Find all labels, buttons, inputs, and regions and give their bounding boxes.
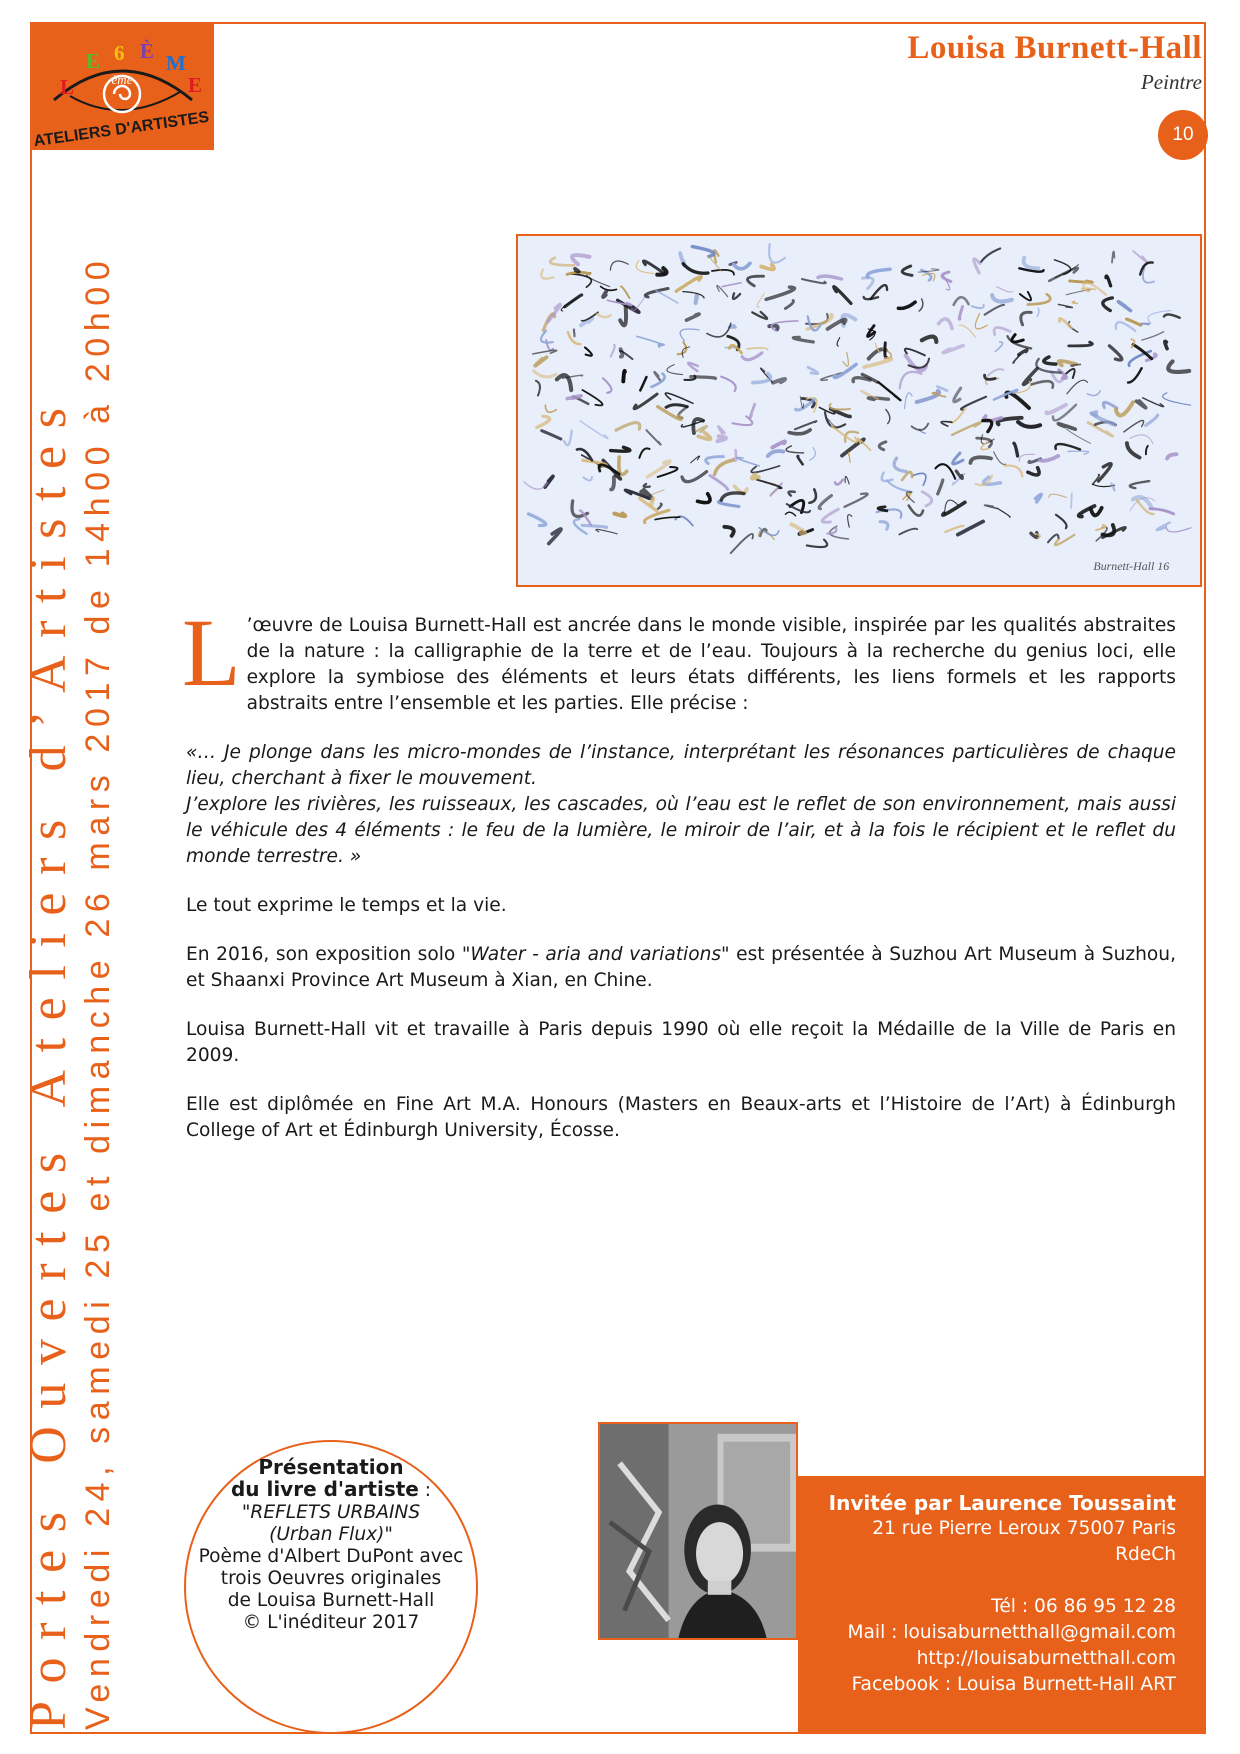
brush-stroke <box>1142 324 1150 325</box>
brush-stroke <box>623 371 625 382</box>
exhibition-paragraph <box>186 942 1176 994</box>
contact-spacer <box>808 1568 1176 1594</box>
website-link[interactable]: http://louisaburnetthall.com <box>916 1648 1176 1669</box>
intro-paragraph <box>182 599 1176 717</box>
book-line-3: de Louisa Burnett-Hall <box>227 1590 435 1611</box>
contact-box <box>798 1476 1206 1734</box>
logo-bottom-text: ATELIERS D'ARTISTES <box>32 108 211 150</box>
page-number-badge: 10 <box>1158 110 1208 160</box>
quote-line-1: «… Je plonge dans les micro-mondes de l’instance, interprétant les résonances particulières de chaque lieu, cherchant à fixer le mouvement. <box>186 742 1176 789</box>
floor: RdeCh <box>1115 1544 1176 1565</box>
logo-letter: E <box>188 73 203 97</box>
exhibition-text-after: est présentée à Suzhou Art Museum à Suzhou, et Shaanxi Province Art Museum à Xian, en Chine. <box>186 944 1176 991</box>
brush-stroke <box>651 498 654 505</box>
drop-cap: L <box>182 599 241 706</box>
logo-letter: 6 <box>114 41 125 65</box>
event-dates: Vendredi 24, samedi 25 et dimanche 26 mars 2017 de 14h00 à 20h00 <box>79 254 117 1730</box>
vertical-event-title <box>20 220 118 1730</box>
book-line-4: © L'inéditeur 2017 <box>242 1612 420 1633</box>
book-heading-2-line <box>186 1478 476 1502</box>
book-presentation <box>184 1440 478 1734</box>
article-body <box>182 599 1176 1167</box>
book-line-2: trois Oeuvres originales <box>220 1568 442 1589</box>
logo <box>30 22 214 150</box>
time-paragraph: Le tout exprime le temps et la vie. <box>186 895 507 916</box>
painting-signature: Burnett-Hall 16 <box>1093 559 1170 574</box>
book-heading-2: du livre d'artiste <box>230 1477 419 1501</box>
brush-stroke <box>614 514 625 517</box>
event-title: Portes Ouvertes Ateliers d’Artistes <box>20 390 77 1730</box>
brush-stroke <box>696 295 697 303</box>
logo-circle-text: ème <box>111 72 133 87</box>
address: 21 rue Pierre Leroux 75007 Paris <box>872 1518 1176 1539</box>
intro-text: ’œuvre de Louisa Burnett-Hall est ancrée dans le monde visible, inspirée par les qualités abstraites de la nature : la calligraphie de la terre et de l’eau. Toujours à la recherche du genius loci, elle explore la symbiose des éléments et leurs états différents, les liens formels et les rapports abstraits entre l’ensemble et les parties. Elle précise : <box>246 615 1176 714</box>
artist-role: Peintre <box>1140 70 1202 94</box>
education-paragraph: Elle est diplômée en Fine Art M.A. Honours (Masters en Beaux-arts et l’Histoire de l’Art) à Édinburgh College of Art et Édinburgh University, Écosse. <box>186 1094 1176 1141</box>
logo-letter: M <box>166 51 186 75</box>
brush-stroke <box>603 291 606 297</box>
artist-quote <box>186 740 1176 870</box>
logo-letter: E <box>86 49 101 73</box>
invited-by: Invitée par Laurence Toussaint <box>828 1491 1176 1515</box>
paris-paragraph: Louisa Burnett-Hall vit et travaille à Paris depuis 1990 où elle reçoit la Médaille de la Ville de Paris en 2009. <box>186 1019 1176 1066</box>
phone[interactable]: Tél : 06 86 95 12 28 <box>991 1596 1176 1617</box>
book-heading-1: Présentation <box>258 1455 404 1479</box>
logo-letter: L <box>60 75 75 99</box>
book-title-2: (Urban Flux)" <box>269 1524 393 1545</box>
facebook-link[interactable]: Facebook : Louisa Burnett-Hall ART <box>851 1674 1176 1695</box>
brush-stroke <box>1071 493 1072 507</box>
brush-stroke <box>574 329 575 336</box>
brush-stroke <box>1165 341 1167 348</box>
brush-stroke <box>575 269 579 272</box>
brush-stroke <box>885 343 886 358</box>
painting-image <box>516 234 1202 587</box>
logo-letter: È <box>140 39 155 63</box>
artist-portrait <box>598 1422 798 1640</box>
brush-stroke <box>691 377 716 379</box>
artist-name: Louisa Burnett-Hall <box>907 30 1202 66</box>
exhibition-title: "Water - aria and variations" <box>461 944 730 965</box>
exhibition-text-before: En 2016, son exposition solo <box>186 944 462 965</box>
book-heading-colon: : <box>418 1480 432 1501</box>
quote-line-2: J’explore les rivières, les ruisseaux, les cascades, où l’eau est le reflet de son environnement, mais aussi le véhicule des 4 éléments : le feu de la lumière, le miroir de l’air, et à la fois le récipient et le reflet du monde terrestre. » <box>186 794 1176 867</box>
email-link[interactable]: Mail : louisaburnetthall@gmail.com <box>847 1622 1176 1643</box>
book-title-1: "REFLETS URBAINS <box>241 1502 421 1523</box>
book-line-1: Poème d'Albert DuPont avec <box>198 1546 464 1567</box>
